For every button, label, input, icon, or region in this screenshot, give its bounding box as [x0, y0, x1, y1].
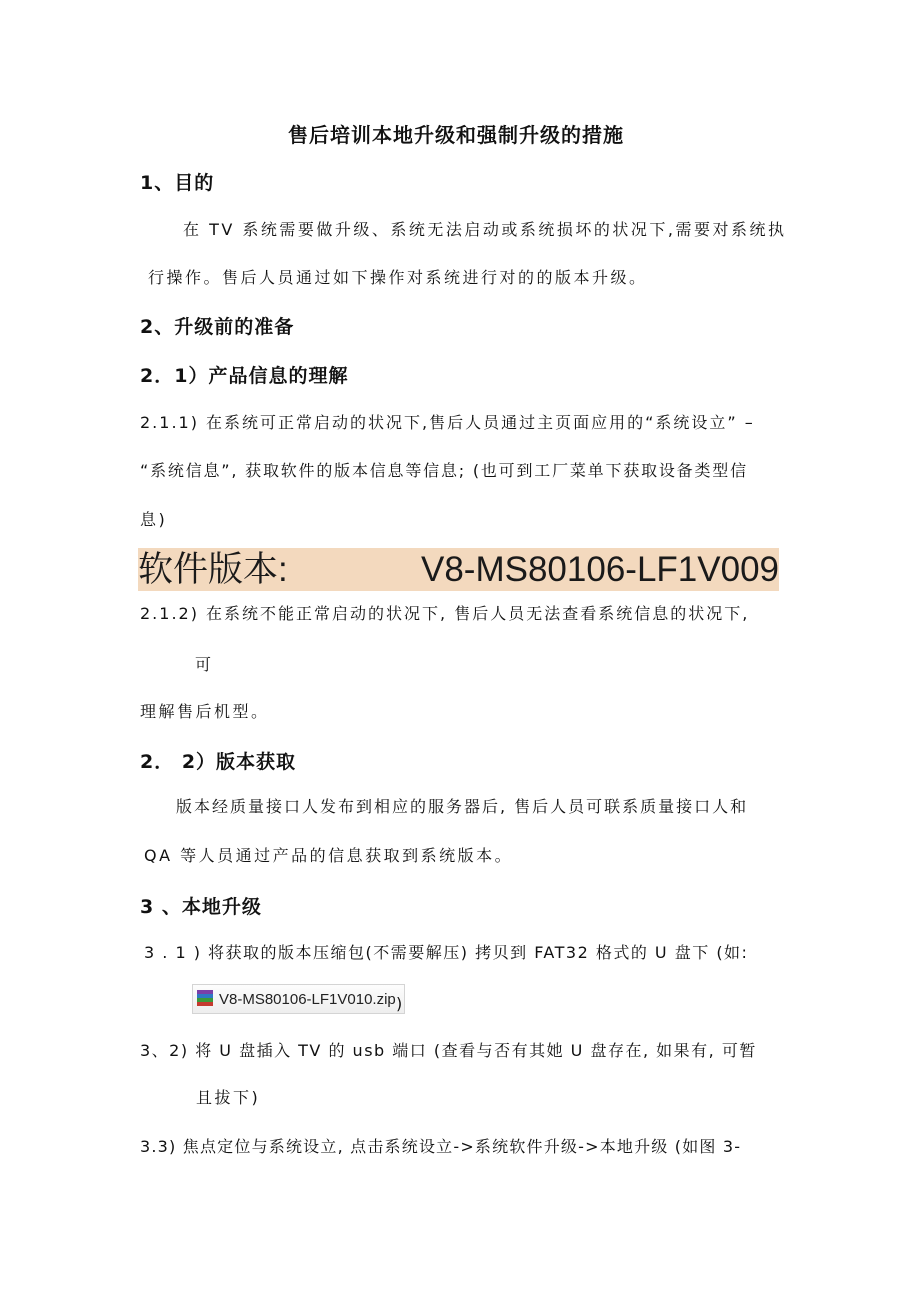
section-2-2-paragraph-line-1: 版本经质量接口人发布到相应的服务器后, 售后人员可联系质量接口人和: [176, 797, 749, 816]
software-version-value: V8-MS80106-LF1V009: [421, 550, 779, 589]
section-3-1-line: 3 . 1 ) 将获取的版本压缩包(不需要解压) 拷贝到 FAT32 格式的 U 盘下 (如:: [144, 943, 749, 962]
section-2-1-1-line-2: “系统信息”, 获取软件的版本信息等信息; (也可到工厂菜单下获取设备类型信: [140, 461, 748, 480]
document-title: 售后培训本地升级和强制升级的措施: [288, 123, 624, 147]
software-version-banner: [138, 548, 779, 591]
section-2-1-2-line-2: 可: [195, 655, 214, 674]
section-3-2-line-1: 3、2) 将 U 盘插入 TV 的 usb 端口 (查看与否有其她 U 盘存在, 如果有, 可暂: [140, 1041, 757, 1060]
zip-close-paren: ): [396, 994, 403, 1013]
section-2-1-2-line-3: 理解售后机型。: [140, 702, 270, 721]
zip-file-badge: [192, 984, 405, 1014]
winrar-archive-icon: [197, 990, 213, 1008]
section-2-1-1-line-1: 2.1.1) 在系统可正常启动的状况下,售后人员通过主页面应用的“系统设立” –: [140, 413, 755, 432]
section-3-heading: 3 、本地升级: [140, 896, 262, 918]
section-1-paragraph-line-1: 在 TV 系统需要做升级、系统无法启动或系统损坏的状况下,需要对系统执: [183, 220, 787, 239]
section-2-1-1-line-3: 息): [140, 510, 168, 529]
section-3-2-line-2: 且拔下): [196, 1088, 261, 1107]
section-1-paragraph-line-2: 行操作。售后人员通过如下操作对系统进行对的的版本升级。: [148, 268, 648, 287]
zip-file-name: V8-MS80106-LF1V010.zip: [219, 990, 396, 1008]
software-version-label: 软件版本:: [138, 550, 288, 589]
section-2-1-heading: 2．1）产品信息的理解: [140, 365, 349, 387]
section-3-3-line: 3.3) 焦点定位与系统设立, 点击系统设立->系统软件升级->本地升级 (如图 3-: [140, 1137, 742, 1156]
section-2-2-paragraph-line-2: QA 等人员通过产品的信息获取到系统版本。: [144, 846, 514, 865]
section-2-heading: 2、升级前的准备: [140, 316, 295, 338]
section-2-2-heading: 2． 2）版本获取: [140, 751, 297, 773]
section-2-1-2-line-1: 2.1.2) 在系统不能正常启动的状况下, 售后人员无法查看系统信息的状况下,: [140, 604, 750, 623]
section-1-heading: 1、目的: [140, 172, 215, 194]
